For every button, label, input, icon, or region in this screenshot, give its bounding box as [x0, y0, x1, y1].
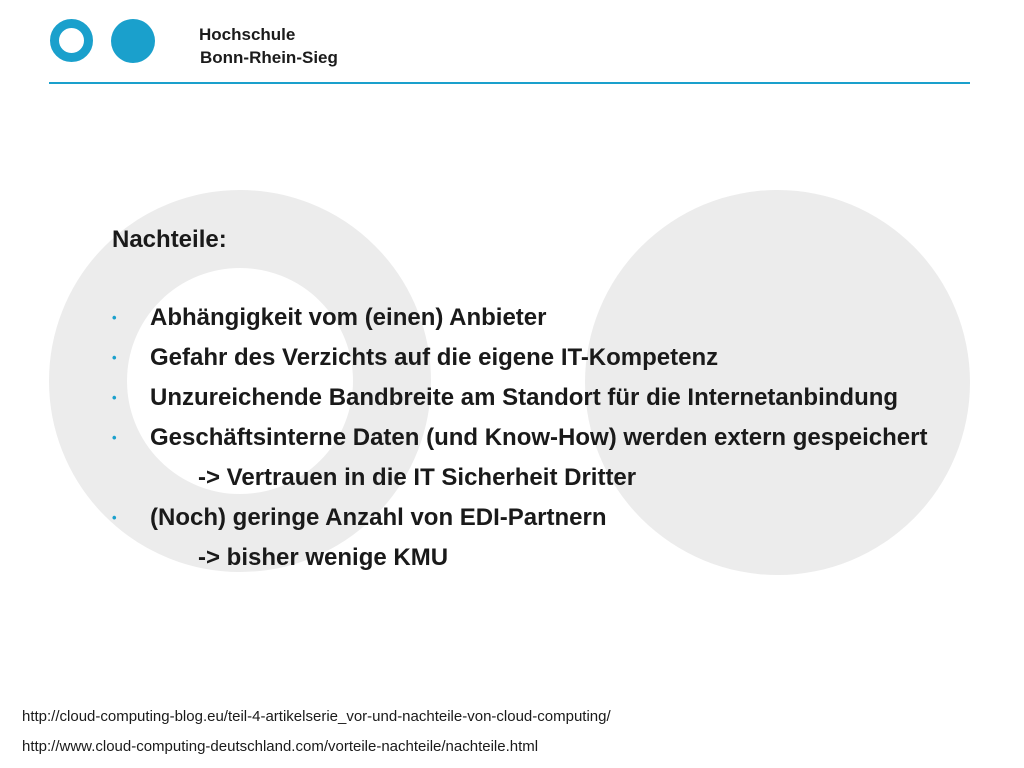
bullet-icon: •	[112, 310, 117, 325]
list-item	[112, 380, 932, 415]
list-item-text: Gefahr des Verzichts auf die eigene IT-Kompetenz	[150, 344, 719, 371]
bullet-icon: •	[112, 430, 117, 445]
logo-dot-icon	[111, 19, 155, 63]
list-item-text: (Noch) geringe Anzahl von EDI-Partnern	[150, 504, 607, 531]
bullet-icon: •	[112, 350, 117, 365]
list-item	[112, 420, 932, 495]
bullet-list	[112, 300, 932, 580]
institution-name	[199, 23, 338, 69]
header-divider	[49, 82, 970, 84]
source-link-2[interactable]: http://www.cloud-computing-deutschland.com/vorteile-nachteile/nachteile.html	[22, 738, 539, 755]
list-item	[112, 500, 932, 575]
institution-name-line1: Hochschule	[199, 25, 296, 44]
list-item	[112, 300, 932, 335]
list-item	[112, 340, 932, 375]
institution-name-line2: Bonn-Rhein-Sieg	[200, 48, 338, 67]
slide-heading: Nachteile:	[112, 226, 227, 253]
list-item-text: Geschäftsinterne Daten (und Know-How) werden extern gespeichert	[150, 424, 928, 451]
logo-ring-icon	[50, 19, 93, 62]
source-link-1[interactable]: http://cloud-computing-blog.eu/teil-4-artikelserie_vor-und-nachteile-von-cloud-computing/	[22, 708, 611, 725]
list-item-text: Abhängigkeit vom (einen) Anbieter	[150, 304, 547, 331]
list-item-subtext: -> bisher wenige KMU	[198, 544, 449, 571]
bullet-icon: •	[112, 510, 117, 525]
list-item-subtext: -> Vertrauen in die IT Sicherheit Dritter	[198, 464, 637, 491]
bullet-icon: •	[112, 390, 117, 405]
list-item-text: Unzureichende Bandbreite am Standort für die Internetanbindung	[150, 384, 899, 411]
